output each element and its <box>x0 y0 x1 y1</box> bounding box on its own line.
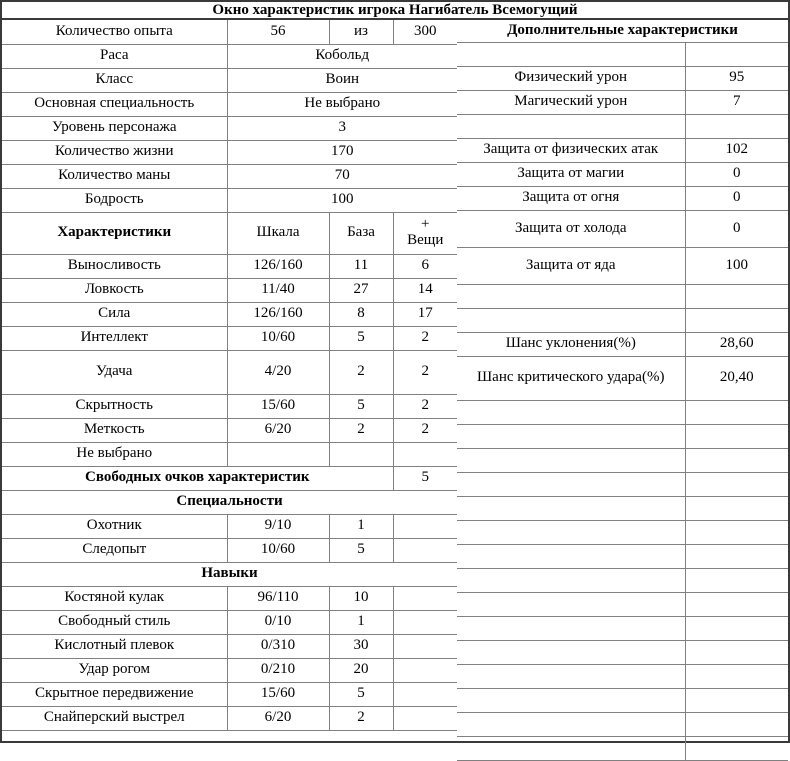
stats-header-scale: Шкала <box>227 212 329 254</box>
extra-stat-row <box>457 688 788 712</box>
extra-stat-value <box>685 568 788 592</box>
specialty-name[interactable]: Следопыт <box>2 538 227 562</box>
info-label: Бодрость <box>2 188 227 212</box>
extra-stat-value: 95 <box>685 66 788 90</box>
stat-name[interactable]: Не выбрано <box>2 442 227 466</box>
skill-scale: 6/20 <box>227 706 329 730</box>
extra-stat-label <box>457 424 685 448</box>
stat-row <box>2 326 457 350</box>
stat-items: 17 <box>393 302 457 326</box>
extra-stat-row <box>457 472 788 496</box>
skill-items <box>393 586 457 610</box>
extra-header-row <box>457 20 788 42</box>
extra-stat-value <box>685 736 788 760</box>
skill-scale: 0/10 <box>227 610 329 634</box>
stat-scale: 10/60 <box>227 326 329 350</box>
stat-name[interactable]: Удача <box>2 350 227 394</box>
skill-items <box>393 658 457 682</box>
experience-max: 300 <box>393 20 457 44</box>
info-value: 70 <box>227 164 457 188</box>
free-points-row <box>2 466 457 490</box>
info-row <box>2 92 457 116</box>
experience-row <box>2 20 457 44</box>
extra-stat-row <box>457 616 788 640</box>
extra-stat-value: 102 <box>685 138 788 162</box>
skill-row <box>2 586 457 610</box>
skill-row <box>2 634 457 658</box>
info-label: Уровень персонажа <box>2 116 227 140</box>
extra-stat-value <box>685 424 788 448</box>
stat-name[interactable]: Скрытность <box>2 394 227 418</box>
extra-stat-row <box>457 568 788 592</box>
skill-name[interactable]: Снайперский выстрел <box>2 706 227 730</box>
extra-stat-label <box>457 284 685 308</box>
extra-stat-row <box>457 66 788 90</box>
extra-stat-label <box>457 544 685 568</box>
stat-items: 2 <box>393 394 457 418</box>
extra-stat-label <box>457 592 685 616</box>
specialty-scale: 9/10 <box>227 514 329 538</box>
extra-stat-value <box>685 308 788 332</box>
skill-name[interactable]: Кислотный плевок <box>2 634 227 658</box>
stat-base <box>329 442 393 466</box>
extra-stat-value <box>685 400 788 424</box>
extra-stats-table <box>457 20 788 761</box>
stat-row <box>2 278 457 302</box>
info-value: Не выбрано <box>227 92 457 116</box>
stat-row <box>2 442 457 466</box>
info-value: Воин <box>227 68 457 92</box>
stat-row <box>2 302 457 326</box>
stat-row <box>2 350 457 394</box>
extra-stat-value <box>685 640 788 664</box>
extra-stat-value: 0 <box>685 186 788 210</box>
extra-stat-value <box>685 688 788 712</box>
skill-row <box>2 706 457 730</box>
extra-stat-value: 28,60 <box>685 332 788 356</box>
skill-base: 1 <box>329 610 393 634</box>
stat-scale: 126/160 <box>227 254 329 278</box>
extra-stat-row <box>457 712 788 736</box>
extra-stat-value: 0 <box>685 210 788 247</box>
extra-stat-row <box>457 138 788 162</box>
extra-stat-label: Защита от яда <box>457 247 685 284</box>
stat-base: 8 <box>329 302 393 326</box>
skill-name[interactable]: Удар рогом <box>2 658 227 682</box>
stat-row <box>2 394 457 418</box>
extra-stat-label: Шанс критического удара(%) <box>457 356 685 400</box>
skill-items <box>393 610 457 634</box>
skill-items <box>393 706 457 730</box>
extra-stat-label <box>457 736 685 760</box>
extra-stat-value <box>685 664 788 688</box>
experience-current: 56 <box>227 20 329 44</box>
skills-header: Навыки <box>2 562 457 586</box>
extra-stat-label <box>457 688 685 712</box>
specialty-base: 5 <box>329 538 393 562</box>
stat-scale: 15/60 <box>227 394 329 418</box>
specialty-base: 1 <box>329 514 393 538</box>
stat-items: 2 <box>393 418 457 442</box>
skill-items <box>393 634 457 658</box>
stat-scale: 4/20 <box>227 350 329 394</box>
skill-base: 5 <box>329 682 393 706</box>
extra-stat-label <box>457 472 685 496</box>
extra-stat-row <box>457 592 788 616</box>
extra-stat-value <box>685 284 788 308</box>
specialty-items <box>393 514 457 538</box>
extra-stat-label: Шанс уклонения(%) <box>457 332 685 356</box>
skill-base: 30 <box>329 634 393 658</box>
extra-stat-label <box>457 616 685 640</box>
extra-stat-value: 0 <box>685 162 788 186</box>
info-value: 3 <box>227 116 457 140</box>
info-label: Количество жизни <box>2 140 227 164</box>
extra-stat-row <box>457 664 788 688</box>
extra-stat-row <box>457 424 788 448</box>
extra-stat-row <box>457 640 788 664</box>
info-row <box>2 116 457 140</box>
skill-row <box>2 658 457 682</box>
skill-name[interactable]: Костяной кулак <box>2 586 227 610</box>
specialty-row <box>2 514 457 538</box>
extra-stat-label <box>457 114 685 138</box>
experience-separator: из <box>329 20 393 44</box>
extra-stat-value <box>685 520 788 544</box>
skill-name[interactable]: Скрытное передвижение <box>2 682 227 706</box>
info-value: 100 <box>227 188 457 212</box>
stat-scale: 6/20 <box>227 418 329 442</box>
stats-header-base: База <box>329 212 393 254</box>
stat-items: 6 <box>393 254 457 278</box>
stat-scale: 11/40 <box>227 278 329 302</box>
info-value: Кобольд <box>227 44 457 68</box>
extra-stat-row <box>457 90 788 114</box>
info-label: Основная специальность <box>2 92 227 116</box>
stats-header-name: Характеристики <box>2 212 227 254</box>
stat-name[interactable]: Ловкость <box>2 278 227 302</box>
extra-stat-row <box>457 308 788 332</box>
skill-scale: 0/310 <box>227 634 329 658</box>
stats-header-items-cell <box>393 212 457 254</box>
extra-stat-value <box>685 448 788 472</box>
info-value: 170 <box>227 140 457 164</box>
extra-stat-row <box>457 496 788 520</box>
extra-stat-label <box>457 400 685 424</box>
info-row <box>2 44 457 68</box>
extra-stat-label: Магический урон <box>457 90 685 114</box>
stat-row <box>2 418 457 442</box>
extra-stat-row <box>457 42 788 66</box>
extra-stat-row <box>457 247 788 284</box>
skill-scale: 96/110 <box>227 586 329 610</box>
extra-stat-label <box>457 712 685 736</box>
specialty-scale: 10/60 <box>227 538 329 562</box>
extra-stat-label <box>457 308 685 332</box>
specialty-row <box>2 538 457 562</box>
extra-stat-row <box>457 162 788 186</box>
extra-stats-header: Дополнительные характеристики <box>457 20 788 42</box>
skill-items <box>393 682 457 706</box>
extra-stat-value <box>685 544 788 568</box>
extra-stat-value <box>685 592 788 616</box>
extra-stat-row <box>457 400 788 424</box>
extra-stat-label <box>457 568 685 592</box>
info-row <box>2 164 457 188</box>
extra-stat-row <box>457 210 788 247</box>
left-stats-table <box>2 20 457 731</box>
stat-base: 2 <box>329 418 393 442</box>
extra-stat-label: Защита от магии <box>457 162 685 186</box>
extra-stat-label <box>457 664 685 688</box>
info-row <box>2 140 457 164</box>
extra-stat-label: Защита от холода <box>457 210 685 247</box>
extra-stat-value: 100 <box>685 247 788 284</box>
stat-base: 2 <box>329 350 393 394</box>
extra-stat-row <box>457 544 788 568</box>
info-label: Количество маны <box>2 164 227 188</box>
skill-base: 2 <box>329 706 393 730</box>
extra-stats-panel <box>457 20 788 741</box>
specialty-name[interactable]: Охотник <box>2 514 227 538</box>
left-stats-panel <box>2 20 457 741</box>
specialty-items <box>393 538 457 562</box>
stat-scale: 126/160 <box>227 302 329 326</box>
extra-stat-label <box>457 42 685 66</box>
extra-stat-value <box>685 616 788 640</box>
stats-header-row <box>2 212 457 254</box>
skill-base: 20 <box>329 658 393 682</box>
extra-stat-value <box>685 496 788 520</box>
experience-label: Количество опыта <box>2 20 227 44</box>
skill-scale: 15/60 <box>227 682 329 706</box>
extra-stat-row <box>457 448 788 472</box>
extra-stat-label: Защита от огня <box>457 186 685 210</box>
stats-header-items-plus: + <box>421 216 430 233</box>
stat-scale <box>227 442 329 466</box>
extra-stat-row <box>457 520 788 544</box>
stat-base: 5 <box>329 326 393 350</box>
stat-base: 27 <box>329 278 393 302</box>
extra-stat-value <box>685 712 788 736</box>
stat-name[interactable]: Сила <box>2 302 227 326</box>
extra-stat-value <box>685 472 788 496</box>
specialties-header-row <box>2 490 457 514</box>
stats-header-items: Вещи <box>407 232 444 248</box>
extra-stat-row <box>457 284 788 308</box>
extra-stat-row <box>457 332 788 356</box>
extra-stat-value <box>685 114 788 138</box>
free-points-label: Свободных очков характеристик <box>2 466 393 490</box>
stat-base: 11 <box>329 254 393 278</box>
skill-row <box>2 610 457 634</box>
skill-scale: 0/210 <box>227 658 329 682</box>
free-points-value: 5 <box>393 466 457 490</box>
skill-row <box>2 682 457 706</box>
extra-stat-row <box>457 736 788 760</box>
stat-name[interactable]: Интеллект <box>2 326 227 350</box>
extra-stat-row <box>457 186 788 210</box>
stat-name[interactable]: Меткость <box>2 418 227 442</box>
extra-stat-label: Защита от физических атак <box>457 138 685 162</box>
extra-stat-value: 20,40 <box>685 356 788 400</box>
extra-stat-label <box>457 520 685 544</box>
stat-items: 2 <box>393 326 457 350</box>
extra-stat-row <box>457 114 788 138</box>
stat-items <box>393 442 457 466</box>
stat-base: 5 <box>329 394 393 418</box>
stat-row <box>2 254 457 278</box>
info-row <box>2 68 457 92</box>
extra-stat-label <box>457 496 685 520</box>
skill-name[interactable]: Свободный стиль <box>2 610 227 634</box>
extra-stat-label: Физический урон <box>457 66 685 90</box>
stat-name[interactable]: Выносливость <box>2 254 227 278</box>
extra-stat-value: 7 <box>685 90 788 114</box>
info-label: Класс <box>2 68 227 92</box>
extra-stat-label <box>457 448 685 472</box>
skills-header-row <box>2 562 457 586</box>
extra-stat-label <box>457 640 685 664</box>
specialties-header: Специальности <box>2 490 457 514</box>
info-row <box>2 188 457 212</box>
stat-items: 2 <box>393 350 457 394</box>
skill-base: 10 <box>329 586 393 610</box>
extra-stat-row <box>457 356 788 400</box>
extra-stat-value <box>685 42 788 66</box>
info-label: Раса <box>2 44 227 68</box>
stat-items: 14 <box>393 278 457 302</box>
window-title: Окно характеристик игрока Нагибатель Всемогущий <box>2 2 788 20</box>
